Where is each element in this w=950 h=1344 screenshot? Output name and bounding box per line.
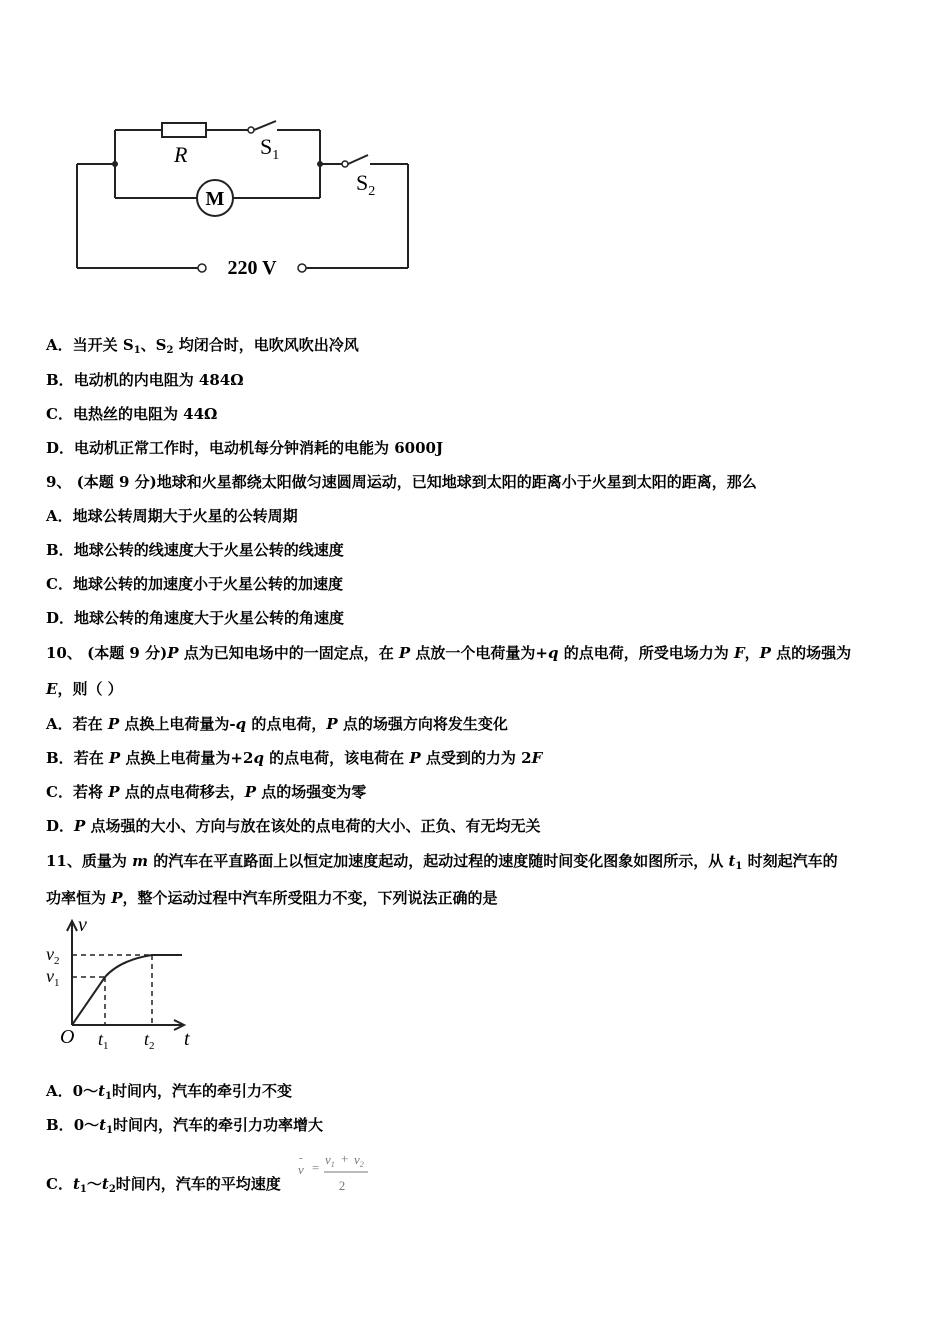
q11-option-c: C．$t_1\sim t_2$时间内，汽车的平均速度 [46,1175,281,1195]
q10-option-b: B．若在 P 点换上电荷量为+2q 的点电荷，该电荷在 P 点受到的力为 2F [46,749,543,767]
q8-option-a: A．当开关 $S_1$、$S_2$ 均闭合时，电吹风吹出冷风 [46,336,359,356]
average-velocity-formula [296,1150,376,1200]
switch-s2-blade [348,155,368,164]
switch-s2-label: $S_2$ [356,170,376,199]
q9-option-c: C．地球公转的加速度小于火星公转的加速度 [46,575,343,593]
terminal-right [298,264,306,272]
q8-option-b: B．电动机的内电阻为 484Ω [46,371,244,389]
switch-s1-blade [254,121,276,130]
v-axis-label: v [78,915,87,936]
velocity-curve [72,955,182,1025]
v1-label: $v_1$ [46,966,60,989]
q11-option-a: A．$0\sim t_1$时间内，汽车的牵引力不变 [46,1082,292,1102]
svg-text:+: + [341,1151,349,1166]
circuit-diagram [70,110,420,280]
q11-stem-line2: 功率恒为 P，整个运动过程中汽车所受阻力不变，下列说法正确的是 [46,889,498,907]
svg-text:-: - [299,1152,303,1164]
q10-option-a: A．若在 P 点换上电荷量为-q 的点电荷，P 点的场强方向将发生变化 [46,715,508,733]
junction-dot-right [317,161,323,167]
velocity-time-graph [40,915,200,1055]
q10-option-c: C．若将 P 点的点电荷移去，P 点的场强变为零 [46,783,367,801]
t2-label: $t_2$ [144,1029,155,1052]
q9-stem: 9、 (本题 9 分)地球和火星都绕太阳做匀速圆周运动，已知地球到太阳的距离小于火星到太阳的距离，那么 [46,473,757,491]
q10-stem-line1: 10、 (本题 9 分)P 点为已知电场中的一固定点，在 P 点放一个电荷量为+q 的点电荷，所受电场力为 F，P 点的场强为 [46,644,852,662]
svg-text:2: 2 [338,1178,346,1193]
terminal-left [198,264,206,272]
resistor-label: R [174,142,188,167]
svg-text:v1: $v_1$ [325,1152,335,1169]
svg-text:v: v [298,1162,304,1177]
resistor-symbol [162,123,206,137]
q8-option-c: C．电热丝的电阻为 44Ω [46,405,218,423]
switch-s1-label: $S_1$ [260,134,280,163]
q8-option-d: D．电动机正常工作时，电动机每分钟消耗的电能为 6000J [46,439,444,457]
q10-stem-line2: E，则（ ） [46,680,123,698]
q10-option-d: D．P 点场强的大小、方向与放在该处的点电荷的大小、正负、有无均无关 [46,817,541,835]
q11-option-b: B．$0\sim t_1$时间内，汽车的牵引力功率增大 [46,1116,324,1136]
q9-option-b: B．地球公转的线速度大于火星公转的线速度 [46,541,344,559]
q9-option-d: D．地球公转的角速度大于火星公转的角速度 [46,609,345,627]
origin-label: O [60,1026,75,1048]
t1-label: $t_1$ [98,1029,109,1052]
svg-text:v2: $v_2$ [354,1152,364,1169]
junction-dot-left [112,161,118,167]
t-axis-label: t [184,1028,190,1050]
q11-stem-line1: 11、质量为 m 的汽车在平直路面上以恒定加速度起动，起动过程的速度随时间变化图象如图所示，从 $t_1$ 时刻起汽车的 [46,852,838,872]
q9-option-a: A．地球公转周期大于火星的公转周期 [46,507,298,525]
voltage-label: 220 V [227,257,277,279]
svg-text:=: = [312,1160,320,1175]
motor-label: M [205,188,225,210]
v2-label: $v_2$ [46,944,60,967]
